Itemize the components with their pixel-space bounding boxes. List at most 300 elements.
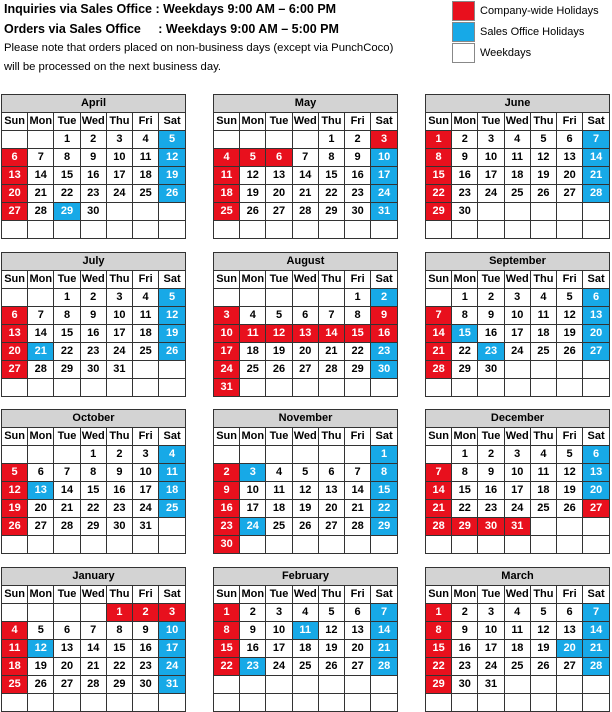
- day-cell: 17: [240, 500, 266, 518]
- business-days-note-line1: Please note that orders placed on non-business days (except via PunchCoco): [4, 42, 394, 54]
- weekday-header: Fri: [133, 113, 159, 131]
- empty-cell: [159, 361, 186, 379]
- day-cell: 17: [504, 325, 530, 343]
- empty-cell: [159, 203, 186, 221]
- day-cell: 3: [106, 289, 132, 307]
- empty-cell: [240, 676, 266, 694]
- day-cell: 16: [80, 325, 106, 343]
- day-cell: 9: [106, 464, 132, 482]
- empty-cell: [54, 221, 80, 239]
- empty-cell: [28, 604, 54, 622]
- day-cell: 4: [530, 446, 556, 464]
- empty-cell: [133, 694, 159, 712]
- weekday-header: Sat: [583, 113, 610, 131]
- day-cell: 5: [159, 131, 186, 149]
- weekday-header: Wed: [80, 113, 106, 131]
- day-cell: 7: [426, 464, 452, 482]
- day-cell: 17: [133, 482, 159, 500]
- weekday-header: Tue: [266, 586, 292, 604]
- weekday-header: Mon: [240, 428, 266, 446]
- day-cell: 30: [80, 361, 106, 379]
- empty-cell: [318, 694, 344, 712]
- day-cell: 4: [266, 464, 292, 482]
- weekday-header: Thu: [318, 428, 344, 446]
- day-cell: 11: [530, 464, 556, 482]
- day-cell: 28: [583, 185, 610, 203]
- day-cell: 31: [159, 676, 186, 694]
- weekday-header: Sun: [2, 113, 28, 131]
- day-cell: 9: [80, 307, 106, 325]
- day-cell: 26: [266, 361, 292, 379]
- empty-cell: [159, 536, 186, 554]
- day-cell: 22: [426, 658, 452, 676]
- day-cell: 7: [426, 307, 452, 325]
- day-cell: 30: [345, 203, 371, 221]
- weekday-header: Tue: [478, 271, 504, 289]
- day-cell: 13: [2, 325, 28, 343]
- empty-cell: [583, 379, 610, 397]
- day-cell: 3: [214, 307, 240, 325]
- day-cell: 1: [426, 604, 452, 622]
- day-cell: 10: [504, 307, 530, 325]
- day-cell: 20: [54, 658, 80, 676]
- day-cell: 6: [583, 289, 610, 307]
- empty-cell: [266, 694, 292, 712]
- legend-company-label: Company-wide Holidays: [480, 4, 599, 17]
- day-cell: 1: [452, 446, 478, 464]
- inquiries-hours-text: Inquiries via Sales Office : Weekdays 9:00 AM – 6:00 PM: [4, 2, 337, 16]
- day-cell: 23: [80, 185, 106, 203]
- day-cell: 1: [452, 289, 478, 307]
- day-cell: 5: [292, 464, 318, 482]
- day-cell: 19: [159, 167, 186, 185]
- day-cell: 10: [478, 622, 504, 640]
- empty-cell: [266, 289, 292, 307]
- day-cell: 25: [530, 500, 556, 518]
- day-cell: 31: [106, 361, 132, 379]
- day-cell: 7: [28, 307, 54, 325]
- day-cell: 23: [133, 658, 159, 676]
- empty-cell: [504, 361, 530, 379]
- day-cell: 27: [2, 203, 28, 221]
- day-cell: 13: [266, 167, 292, 185]
- weekday-header: Fri: [345, 428, 371, 446]
- day-cell: 6: [2, 307, 28, 325]
- day-cell: 25: [530, 343, 556, 361]
- day-cell: 23: [452, 658, 478, 676]
- day-cell: 2: [214, 464, 240, 482]
- day-cell: 23: [240, 658, 266, 676]
- day-cell: 1: [54, 289, 80, 307]
- day-cell: 21: [28, 343, 54, 361]
- day-cell: 10: [159, 622, 186, 640]
- day-cell: 27: [2, 361, 28, 379]
- empty-cell: [345, 446, 371, 464]
- empty-cell: [28, 379, 54, 397]
- empty-cell: [240, 221, 266, 239]
- weekday-header: Fri: [345, 271, 371, 289]
- empty-cell: [504, 379, 530, 397]
- empty-cell: [530, 361, 556, 379]
- day-cell: 17: [266, 640, 292, 658]
- empty-cell: [478, 221, 504, 239]
- empty-cell: [214, 131, 240, 149]
- day-cell: 3: [371, 131, 398, 149]
- day-cell: 9: [452, 622, 478, 640]
- empty-cell: [583, 676, 610, 694]
- day-cell: 12: [318, 622, 344, 640]
- weekday-header: Sun: [426, 113, 452, 131]
- day-cell: 16: [80, 167, 106, 185]
- day-cell: 26: [530, 658, 556, 676]
- day-cell: 23: [478, 343, 504, 361]
- day-cell: 23: [345, 185, 371, 203]
- empty-cell: [426, 379, 452, 397]
- weekday-header: Wed: [504, 271, 530, 289]
- day-cell: 1: [54, 131, 80, 149]
- empty-cell: [318, 289, 344, 307]
- month-title: August: [214, 253, 398, 271]
- day-cell: 2: [478, 446, 504, 464]
- weekday-header: Fri: [557, 428, 583, 446]
- empty-cell: [557, 676, 583, 694]
- day-cell: 1: [80, 446, 106, 464]
- weekday-header: Mon: [240, 586, 266, 604]
- month-calendar-october: [1, 409, 186, 554]
- day-cell: 9: [80, 149, 106, 167]
- day-cell: 28: [371, 658, 398, 676]
- day-cell: 28: [54, 518, 80, 536]
- day-cell: 24: [214, 361, 240, 379]
- weekday-header: Thu: [106, 113, 132, 131]
- empty-cell: [530, 694, 556, 712]
- empty-cell: [452, 536, 478, 554]
- day-cell: 27: [557, 658, 583, 676]
- empty-cell: [54, 694, 80, 712]
- day-cell: 5: [530, 131, 556, 149]
- empty-cell: [240, 446, 266, 464]
- empty-cell: [583, 361, 610, 379]
- empty-cell: [2, 221, 28, 239]
- day-cell: 26: [2, 518, 28, 536]
- day-cell: 12: [2, 482, 28, 500]
- day-cell: 24: [371, 185, 398, 203]
- day-cell: 26: [557, 343, 583, 361]
- empty-cell: [80, 604, 106, 622]
- empty-cell: [345, 676, 371, 694]
- weekday-header: Sat: [371, 428, 398, 446]
- empty-cell: [106, 379, 132, 397]
- empty-cell: [2, 536, 28, 554]
- day-cell: 2: [478, 289, 504, 307]
- empty-cell: [159, 221, 186, 239]
- empty-cell: [371, 536, 398, 554]
- empty-cell: [28, 131, 54, 149]
- day-cell: 29: [318, 203, 344, 221]
- day-cell: 12: [240, 167, 266, 185]
- empty-cell: [80, 379, 106, 397]
- day-cell: 7: [583, 604, 610, 622]
- weekday-header: Mon: [28, 586, 54, 604]
- day-cell: 7: [28, 149, 54, 167]
- weekday-header: Sat: [159, 428, 186, 446]
- day-cell: 11: [133, 307, 159, 325]
- empty-cell: [426, 446, 452, 464]
- day-cell: 17: [371, 167, 398, 185]
- month-title: June: [426, 95, 610, 113]
- day-cell: 6: [318, 464, 344, 482]
- day-cell: 24: [133, 500, 159, 518]
- empty-cell: [478, 694, 504, 712]
- day-cell: 8: [426, 149, 452, 167]
- day-cell: 3: [159, 604, 186, 622]
- day-cell: 24: [159, 658, 186, 676]
- empty-cell: [240, 289, 266, 307]
- day-cell: 21: [426, 343, 452, 361]
- day-cell: 22: [54, 343, 80, 361]
- day-cell: 31: [133, 518, 159, 536]
- empty-cell: [292, 379, 318, 397]
- day-cell: 22: [371, 500, 398, 518]
- empty-cell: [292, 536, 318, 554]
- weekday-header: Tue: [478, 113, 504, 131]
- day-cell: 3: [478, 131, 504, 149]
- month-calendar-january: [1, 567, 186, 712]
- empty-cell: [426, 289, 452, 307]
- empty-cell: [452, 694, 478, 712]
- day-cell: 9: [133, 622, 159, 640]
- day-cell: 19: [530, 640, 556, 658]
- day-cell: 16: [478, 325, 504, 343]
- day-cell: 19: [530, 167, 556, 185]
- day-cell: 2: [452, 604, 478, 622]
- day-cell: 30: [371, 361, 398, 379]
- day-cell: 14: [345, 482, 371, 500]
- weekday-header: Tue: [266, 113, 292, 131]
- day-cell: 8: [452, 307, 478, 325]
- empty-cell: [318, 676, 344, 694]
- day-cell: 3: [106, 131, 132, 149]
- weekday-header: Tue: [478, 428, 504, 446]
- empty-cell: [133, 536, 159, 554]
- day-cell: 25: [266, 518, 292, 536]
- day-cell: 23: [214, 518, 240, 536]
- day-cell: 24: [504, 343, 530, 361]
- day-cell: 29: [452, 361, 478, 379]
- month-calendar-august: [213, 252, 398, 397]
- weekday-header: Sun: [2, 428, 28, 446]
- day-cell: 25: [133, 343, 159, 361]
- empty-cell: [2, 604, 28, 622]
- day-cell: 11: [530, 307, 556, 325]
- weekday-header: Sun: [214, 271, 240, 289]
- empty-cell: [583, 203, 610, 221]
- weekday-header: Sat: [371, 271, 398, 289]
- weekday-header: Thu: [530, 113, 556, 131]
- empty-cell: [159, 694, 186, 712]
- weekday-header: Sun: [426, 586, 452, 604]
- day-cell: 7: [371, 604, 398, 622]
- empty-cell: [266, 379, 292, 397]
- month-title: February: [214, 568, 398, 586]
- empty-cell: [133, 221, 159, 239]
- day-cell: 3: [504, 289, 530, 307]
- day-cell: 30: [106, 518, 132, 536]
- day-cell: 24: [240, 518, 266, 536]
- day-cell: 19: [159, 325, 186, 343]
- day-cell: 30: [133, 676, 159, 694]
- weekday-header: Sat: [159, 271, 186, 289]
- day-cell: 29: [54, 361, 80, 379]
- day-cell: 13: [2, 167, 28, 185]
- day-cell: 18: [530, 325, 556, 343]
- empty-cell: [530, 203, 556, 221]
- empty-cell: [133, 203, 159, 221]
- day-cell: 1: [345, 289, 371, 307]
- day-cell: 4: [292, 604, 318, 622]
- day-cell: 23: [478, 500, 504, 518]
- empty-cell: [478, 379, 504, 397]
- day-cell: 28: [28, 361, 54, 379]
- weekday-header: Fri: [345, 113, 371, 131]
- empty-cell: [530, 221, 556, 239]
- day-cell: 7: [583, 131, 610, 149]
- day-cell: 7: [292, 149, 318, 167]
- day-cell: 27: [318, 518, 344, 536]
- day-cell: 25: [240, 361, 266, 379]
- day-cell: 30: [478, 361, 504, 379]
- day-cell: 6: [28, 464, 54, 482]
- day-cell: 11: [240, 325, 266, 343]
- weekday-header: Fri: [133, 586, 159, 604]
- empty-cell: [583, 694, 610, 712]
- day-cell: 15: [345, 325, 371, 343]
- weekday-header: Thu: [106, 586, 132, 604]
- day-cell: 12: [28, 640, 54, 658]
- legend-weekdays-swatch: [452, 43, 475, 63]
- month-title: November: [214, 410, 398, 428]
- weekday-header: Wed: [292, 113, 318, 131]
- weekday-header: Sun: [214, 428, 240, 446]
- day-cell: 5: [557, 289, 583, 307]
- empty-cell: [106, 536, 132, 554]
- day-cell: 2: [106, 446, 132, 464]
- day-cell: 10: [266, 622, 292, 640]
- day-cell: 13: [557, 622, 583, 640]
- day-cell: 7: [54, 464, 80, 482]
- empty-cell: [240, 694, 266, 712]
- empty-cell: [2, 694, 28, 712]
- day-cell: 17: [214, 343, 240, 361]
- day-cell: 4: [159, 446, 186, 464]
- day-cell: 20: [583, 482, 610, 500]
- empty-cell: [106, 694, 132, 712]
- day-cell: 8: [54, 149, 80, 167]
- month-calendar-february: [213, 567, 398, 712]
- empty-cell: [426, 694, 452, 712]
- weekday-header: Wed: [292, 428, 318, 446]
- day-cell: 21: [80, 658, 106, 676]
- day-cell: 20: [318, 500, 344, 518]
- day-cell: 24: [504, 500, 530, 518]
- day-cell: 30: [214, 536, 240, 554]
- day-cell: 3: [133, 446, 159, 464]
- day-cell: 19: [318, 640, 344, 658]
- weekday-header: Sat: [583, 586, 610, 604]
- day-cell: 30: [452, 203, 478, 221]
- empty-cell: [371, 694, 398, 712]
- day-cell: 6: [345, 604, 371, 622]
- day-cell: 14: [583, 622, 610, 640]
- day-cell: 29: [426, 676, 452, 694]
- day-cell: 25: [159, 500, 186, 518]
- empty-cell: [557, 518, 583, 536]
- empty-cell: [452, 221, 478, 239]
- day-cell: 27: [54, 676, 80, 694]
- empty-cell: [80, 694, 106, 712]
- weekday-header: Thu: [530, 586, 556, 604]
- day-cell: 20: [292, 343, 318, 361]
- day-cell: 6: [557, 604, 583, 622]
- empty-cell: [318, 536, 344, 554]
- weekday-header: Sat: [371, 113, 398, 131]
- weekday-header: Sun: [2, 586, 28, 604]
- day-cell: 21: [583, 640, 610, 658]
- day-cell: 13: [583, 464, 610, 482]
- day-cell: 22: [214, 658, 240, 676]
- day-cell: 18: [292, 640, 318, 658]
- day-cell: 17: [504, 482, 530, 500]
- day-cell: 15: [318, 167, 344, 185]
- day-cell: 12: [159, 149, 186, 167]
- day-cell: 19: [2, 500, 28, 518]
- weekday-header: Thu: [318, 113, 344, 131]
- empty-cell: [159, 379, 186, 397]
- month-title: March: [426, 568, 610, 586]
- month-title: January: [2, 568, 186, 586]
- day-cell: 26: [28, 676, 54, 694]
- day-cell: 18: [133, 325, 159, 343]
- day-cell: 3: [266, 604, 292, 622]
- day-cell: 4: [214, 149, 240, 167]
- day-cell: 24: [106, 343, 132, 361]
- month-title: September: [426, 253, 610, 271]
- empty-cell: [54, 446, 80, 464]
- empty-cell: [2, 289, 28, 307]
- day-cell: 15: [54, 325, 80, 343]
- weekday-header: Mon: [452, 586, 478, 604]
- day-cell: 25: [2, 676, 28, 694]
- month-calendar-march: [425, 567, 610, 712]
- day-cell: 26: [292, 518, 318, 536]
- day-cell: 1: [318, 131, 344, 149]
- day-cell: 16: [240, 640, 266, 658]
- weekday-header: Wed: [504, 586, 530, 604]
- day-cell: 29: [345, 361, 371, 379]
- day-cell: 8: [214, 622, 240, 640]
- weekday-header: Sun: [214, 113, 240, 131]
- orders-hours-text: Orders via Sales Office : Weekdays 9:00 AM – 5:00 PM: [4, 22, 339, 36]
- day-cell: 26: [159, 185, 186, 203]
- month-calendar-july: [1, 252, 186, 397]
- day-cell: 9: [478, 307, 504, 325]
- day-cell: 9: [240, 622, 266, 640]
- day-cell: 24: [478, 658, 504, 676]
- weekday-header: Fri: [345, 586, 371, 604]
- day-cell: 21: [583, 167, 610, 185]
- day-cell: 20: [583, 325, 610, 343]
- weekday-header: Mon: [28, 271, 54, 289]
